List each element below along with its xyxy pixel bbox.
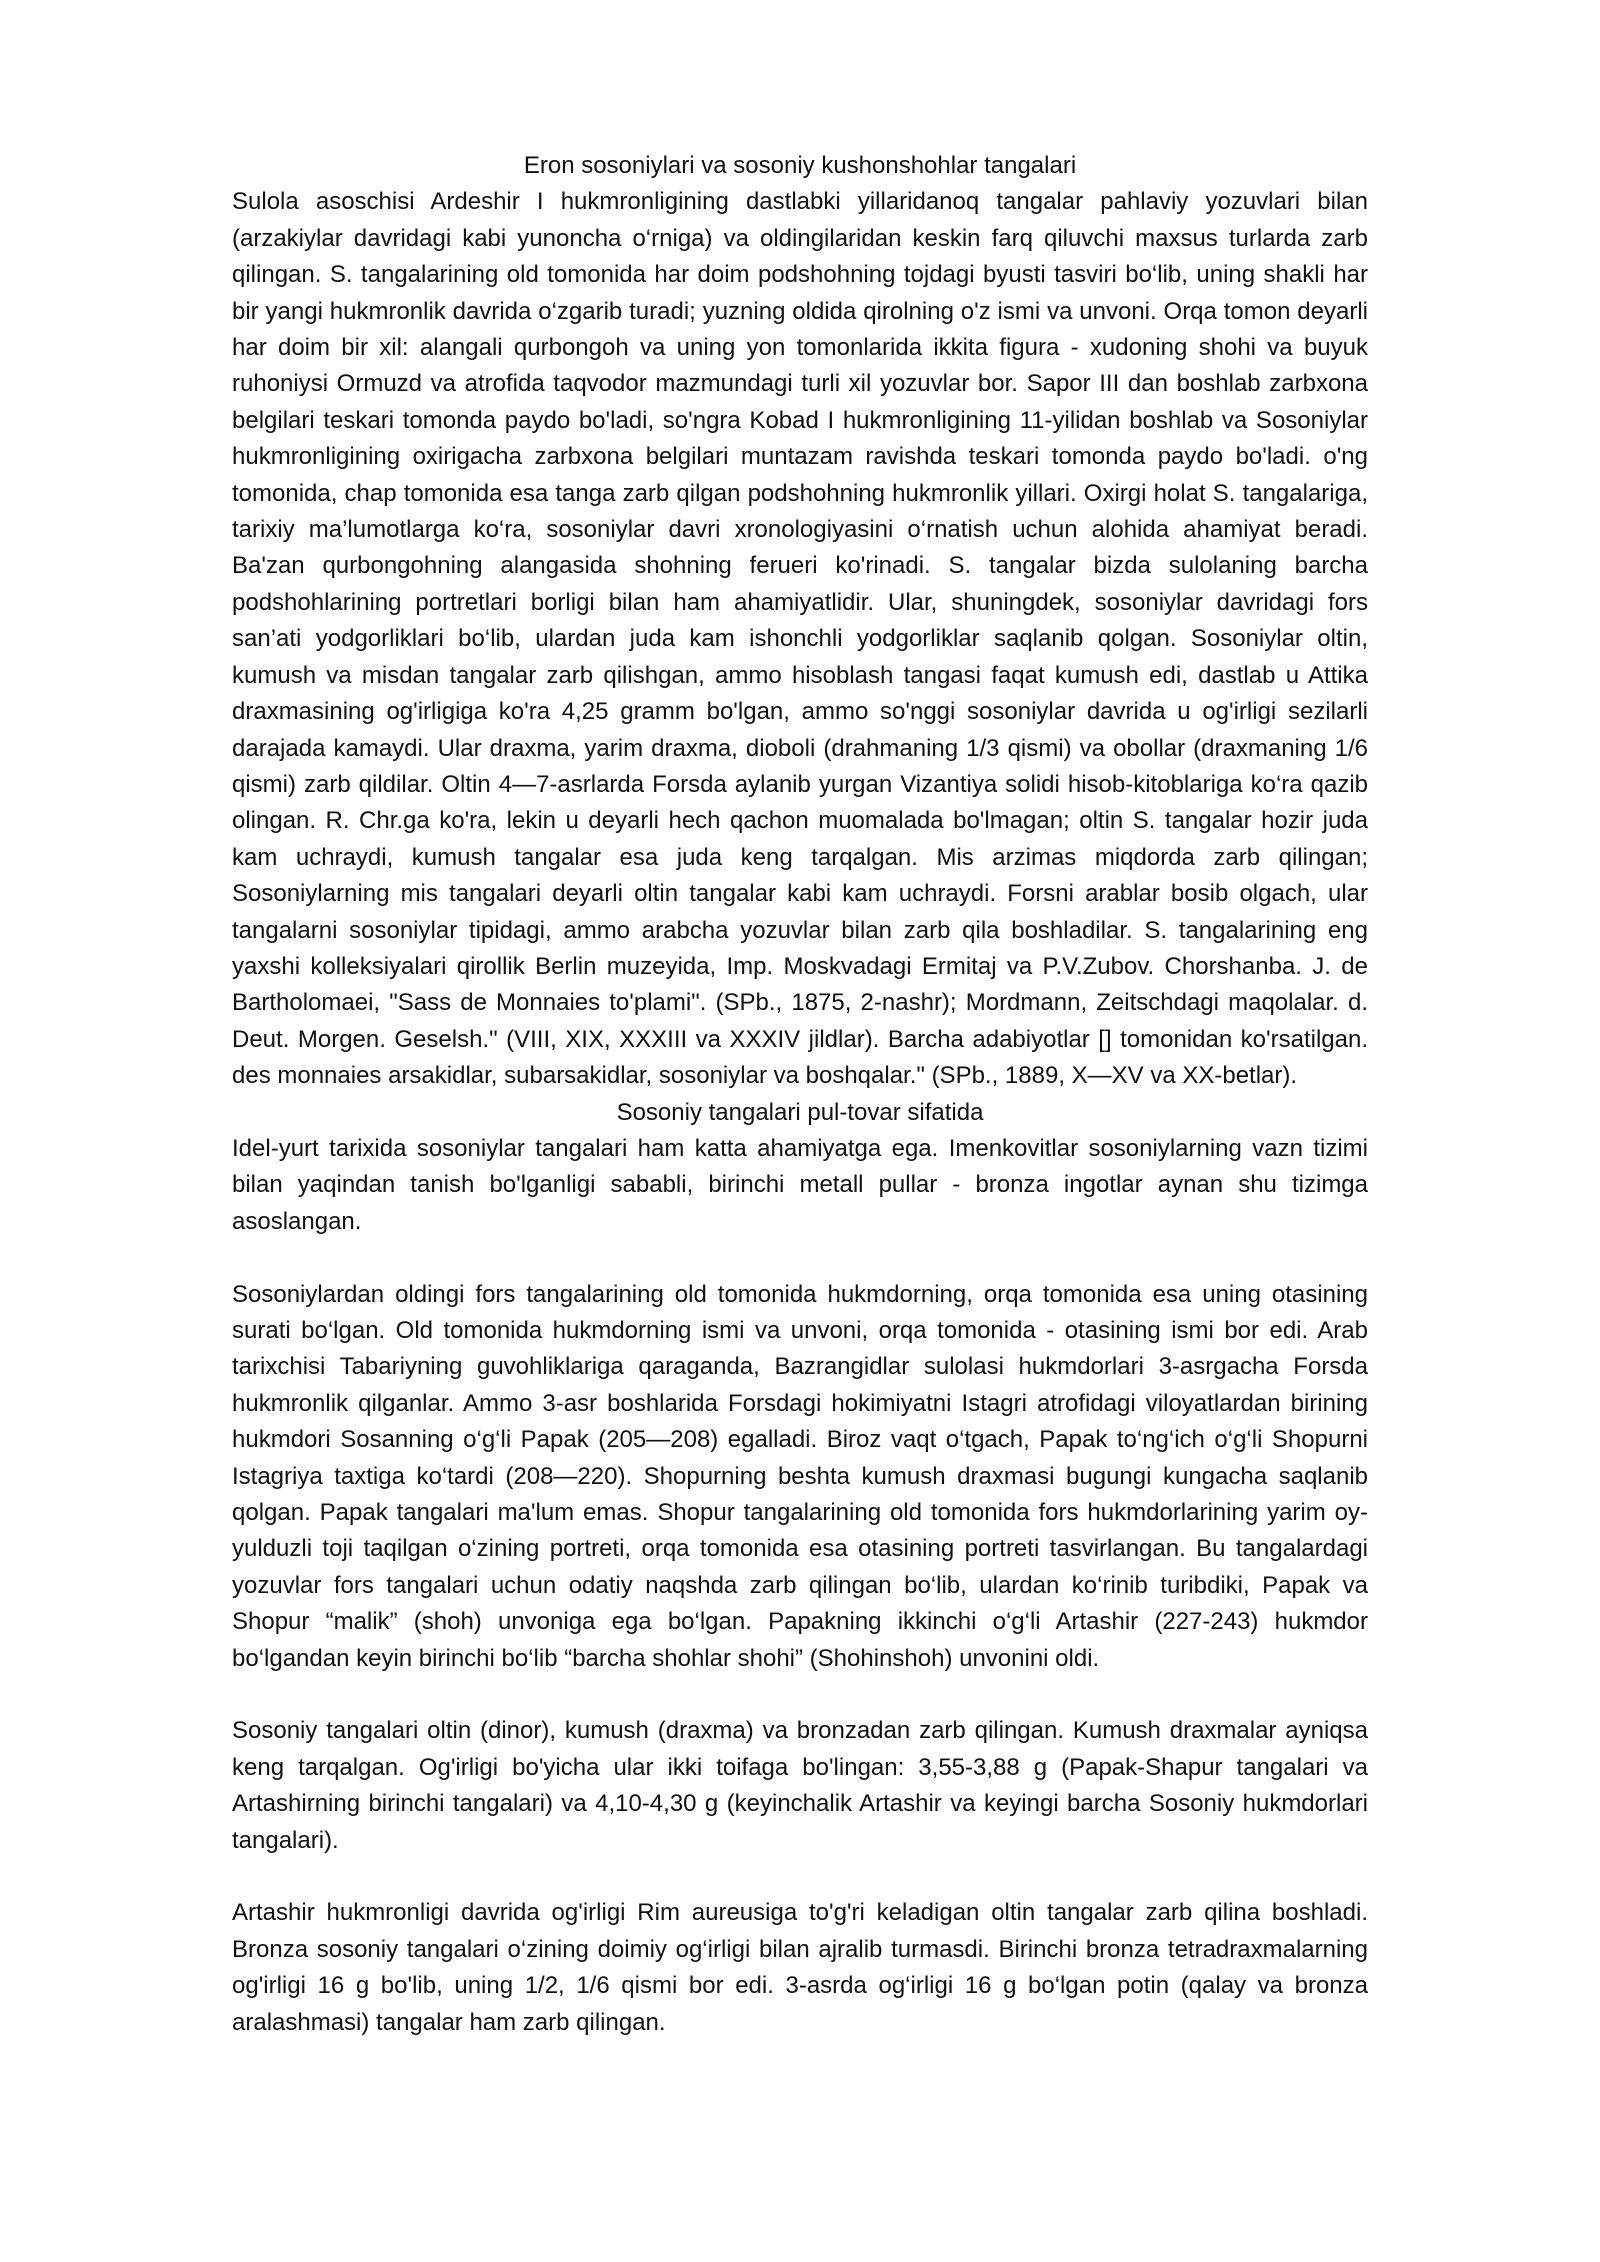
paragraph-spacer — [232, 1859, 1368, 1895]
paragraph-spacer — [232, 1677, 1368, 1713]
paragraph-3: Sosoniy tangalari oltin (dinor), kumush (draxma) va bronzadan zarb qilingan. Kumush draxmalar ayniqsa keng tarqalgan. Og'irligi bo'yicha ular ikki toifaga bo'lingan: 3,55-3,88 g (Papak-Shapur tangalari va Artashirning birinchi tangalari) va 4,10-4,30 g (keyinchalik Artashir va keyingi barcha Sosoniy hukmdorlari tangalari). — [232, 1717, 1368, 1854]
paragraph-1: Idel-yurt tarixida sosoniylar tangalari ham katta ahamiyatga ega. Imenkovitlar sosoniylarning vazn tizimi bilan yaqindan tanish bo'lganligi sababli, birinchi metall pullar - bronza ingotlar aynan shu tizimga asoslangan. — [232, 1134, 1368, 1235]
paragraph-4: Artashir hukmronligi davrida og'irligi Rim aureusiga to'g'ri keladigan oltin tangalar zarb qilina boshladi. Bronza sosoniy tangalari o‘zining doimiy og‘irligi bilan ajralib turmasdi. Birinchi bronza tetradraxmalarning og'irligi 16 g bo'lib, uning 1/2, 1/6 qismi bor edi. 3-asrda og‘irligi 16 g bo‘lgan potin (qalay va bronza aralashmasi) tangalar ham zarb qilingan. — [232, 1899, 1368, 2036]
paragraph-2: Sosoniylardan oldingi fors tangalarining old tomonida hukmdorning, orqa tomonida esa uning otasining surati bo‘lgan. Old tomonida hukmdorning ismi va unvoni, orqa tomonida - otasining ismi bor edi. Arab tarixchisi Tabariyning guvohliklariga qaraganda, Bazrangidlar sulolasi hukmdorlari 3-asrgacha Forsda hukmronlik qilganlar. Ammo 3-asr boshlarida Forsdagi hokimiyatni Istagri atrofidagi viloyatlardan birining hukmdori Sosanning o‘g‘li Papak (205—208) egalladi. Biroz vaqt o‘tgach, Papak to‘ng‘ich o‘g‘li Shopurni Istagriya taxtiga ko‘tardi (208—220). Shopurning beshta kumush draxmasi bugungi kungacha saqlanib qolgan. Papak tangalari ma'lum emas. Shopur tangalarining old tomonida fors hukmdorlarining yarim oy-yulduzli toji taqilgan o‘zining portreti, orqa tomonida esa otasining portreti tasvirlangan. Bu tangalardagi yozuvlar fors tangalari uchun odatiy naqshda zarb qilingan bo‘lib, ulardan ko‘rinib turibdiki, Papak va Shopur “malik” (shoh) unvoniga ega bo‘lgan. Papakning ikkinchi o‘g‘li Artashir (227-243) hukmdor bo‘lgandan keyin birinchi bo‘lib “barcha shohlar shohi” (Shohinshoh) unvonini oldi. — [232, 1280, 1368, 1672]
paragraph-spacer — [232, 1240, 1368, 1276]
document-title: Eron sosoniylari va sosoniy kushonshohlar tangalari — [523, 152, 1077, 179]
document-page — [232, 148, 1368, 2041]
intro-paragraph: Sulola asoschisi Ardeshir I hukmronligining dastlabki yillaridanoq tangalar pahlaviy yozuvlari bilan (arzakiylar davridagi kabi yunoncha o‘rniga) va oldingilaridan keskin farq qiluvchi maxsus turlarda zarb qilingan. S. tangalarining old tomonida har doim podshohning tojdagi byusti tasviri bo‘lib, uning shakli har bir yangi hukmronlik davrida o‘zgarib turadi; yuzning oldida qirolning o'z ismi va unvoni. Orqa tomon deyarli har doim bir xil: alangali qurbongoh va uning yon tomonlarida ikkita figura - xudoning shohi va buyuk ruhoniysi Ormuzd va atrofida taqvodor mazmundagi turli xil yozuvlar bor. Sapor III dan boshlab zarbxona belgilari teskari tomonda paydo bo'ladi, so'ngra Kobad I hukmronligining 11-yilidan boshlab va Sosoniylar hukmronligining oxirigacha zarbxona belgilari muntazam ravishda teskari tomonda paydo bo'ladi. o'ng tomonida, chap tomonida esa tanga zarb qilgan podshohning hukmronlik yillari. Oxirgi holat S. tangalariga, tarixiy ma’lumotlarga ko‘ra, sosoniylar davri xronologiyasini o‘rnatish uchun alohida ahamiyat beradi. Ba'zan qurbongohning alangasida shohning ferueri ko'rinadi. S. tangalar bizda sulolaning barcha podshohlarining portretlari borligi bilan ham ahamiyatlidir. Ular, shuningdek, sosoniylar davridagi fors san’ati yodgorliklari bo‘lib, ulardan juda kam ishonchli yodgorliklar saqlanib qolgan. Sosoniylar oltin, kumush va misdan tangalar zarb qilishgan, ammo hisoblash tangasi faqat kumush edi, dastlab u Attika draxmasining og'irligiga ko'ra 4,25 gramm bo'lgan, ammo so'nggi sosoniylar davrida u og'irligi sezilarli darajada kamaydi. Ular draxma, yarim draxma, dioboli (drahmaning 1/3 qismi) va obollar (draxmaning 1/6 qismi) zarb qildilar. Oltin 4—7-asrlarda Forsda aylanib yurgan Vizantiya solidi hisob-kitoblariga ko‘ra qazib olingan. R. Chr.ga ko'ra, lekin u deyarli hech qachon muomalada bo'lmagan; oltin S. tangalar hozir juda kam uchraydi, kumush tangalar esa juda keng tarqalgan. Mis arzimas miqdorda zarb qilingan; Sosoniylarning mis tangalari deyarli oltin tangalar kabi kam uchraydi. Forsni arablar bosib olgach, ular tangalarni sosoniylar tipidagi, ammo arabcha yozuvlar bilan zarb qila boshladilar. S. tangalarining eng yaxshi kolleksiyalari qirollik Berlin muzeyida, Imp. Moskvadagi Ermitaj va P.V.Zubov. Chorshanba. J. de Bartholomaei, "Sass de Monnaies to'plami". (SPb., 1875, 2-nashr); Mordmann, Zeitschdagi maqolalar. d. Deut. Morgen. Geselsh." (VIII, XIX, XXXIII va XXXIV jildlar). Barcha adabiyotlar [] tomonidan ko'rsatilgan. des monnaies arsakidlar, subarsakidlar, sosoniylar va boshqalar." (SPb., 1889, X—XV va XX-betlar). — [232, 188, 1368, 1090]
section-subtitle: Sosoniy tangalari pul-tovar sifatida — [616, 1098, 984, 1126]
